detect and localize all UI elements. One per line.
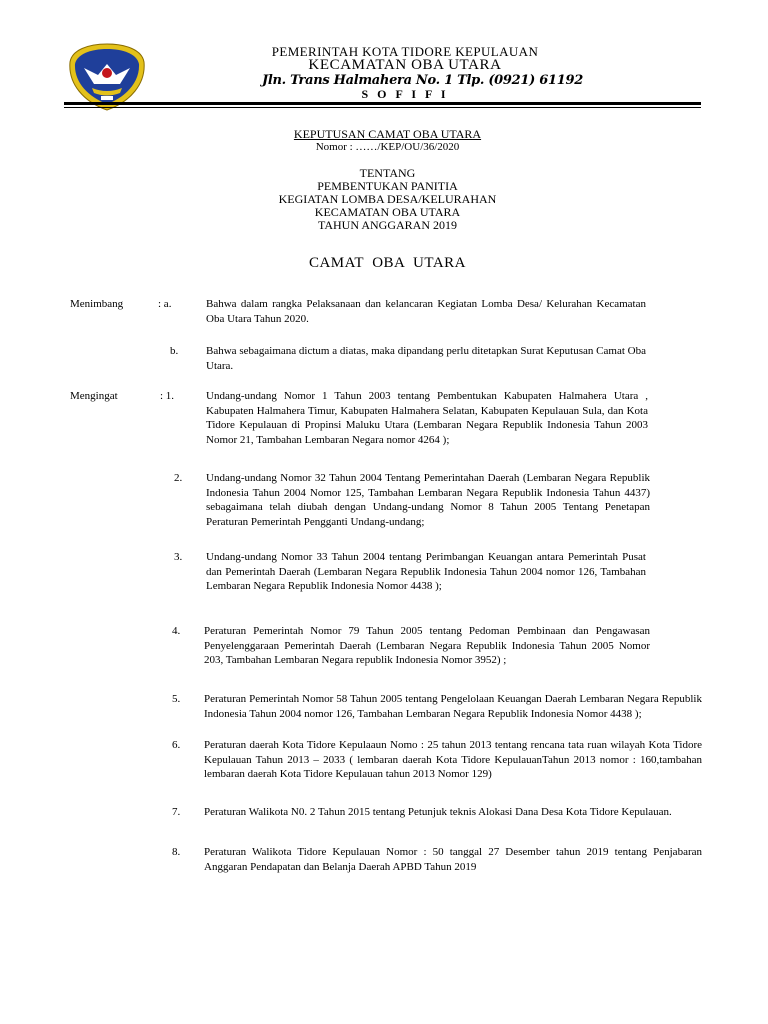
- office-address: Jln. Trans Halmahera No. 1 Tlp. (0921) 61192: [262, 73, 583, 88]
- mengingat-label: Mengingat: [70, 390, 118, 402]
- mengingat-item-1: Undang-undang Nomor 1 Tahun 2003 tentang Pembentukan Kabupaten Halmahera Utara , Kabupaten Halmahera Timur, Kabupaten Halmahera Selatan, Kabupaten Kepulauan Sula, dan Kota Tidore Kepulauan di Propinsi Maluku Utara (Lembaran Negara Republik Indonesia Tahun 2003 Nomor 21, Tambahan Lembaran Negara nomor 4264 );: [206, 390, 648, 446]
- mengingat-item-3: Undang-undang Nomor 33 Tahun 2004 tentang Perimbangan Keuangan antara Pemerintah Pusat dan Pemerintah Daerah (Lembaran Negara Republik Indonesia Tahun 2004 nomor 126, Tambahan Lembaran Negara Republik Indonesia Nomor 4438 );: [206, 551, 646, 592]
- decree-about-5: TAHUN ANGGARAN 2019: [317, 218, 458, 232]
- decree-title: KEPUTUSAN CAMAT OBA UTARA: [293, 127, 482, 141]
- mengingat-item-6: Peraturan daerah Kota Tidore Kepulaaun Nomo : 25 tahun 2013 tentang rencana tata ruan wilayah Kota Tidore Kepulauan Tahun 2013 – 2033 ( lembaran daerah Kota Tidore KepulauanTahun 2013 nomor : 160,tambahan lembaran daerah Kota Tidore Kepulauan tahun 2013 Nomor 129): [204, 739, 702, 780]
- mengingat-marker-6: 6.: [172, 739, 181, 751]
- letterhead-divider-thin: [64, 107, 701, 108]
- mengingat-item-2: Undang-undang Nomor 32 Tahun 2004 Tentang Pemerintahan Daerah (Lembaran Negara Republik Indonesia Tahun 2004 Nomor 125, Tambahan Lembaran Negara Republik Indonesia Tahun 4437) sebagaimana telah diubah dengan Undang-undang Nomor 8 Tahun 2005 Tentang Penetapan Peraturan Pemerintah Pengganti Undang-undang;: [206, 472, 650, 528]
- mengingat-marker-1: : 1.: [160, 390, 175, 402]
- menimbang-marker-a: : a.: [158, 298, 172, 310]
- mengingat-item-5: Peraturan Pemerintah Nomor 58 Tahun 2005 tentang Pengelolaan Keuangan Daerah Lembaran Negara Republik Indonesia Tahun 2004 nomor 126, Tambahan Lembaran Negara Republik Indonesia Nomor 4438 );: [204, 693, 702, 720]
- decree-about-2: PEMBENTUKAN PANITIA: [317, 179, 458, 193]
- decree-number: Nomor : ……/KEP/OU/36/2020: [315, 141, 460, 153]
- decree-about-1: TENTANG: [359, 166, 416, 180]
- mengingat-item-7: Peraturan Walikota N0. 2 Tahun 2015 tentang Petunjuk teknis Alokasi Dana Desa Kota Tidore Kepulauan.: [204, 806, 672, 818]
- mengingat-marker-7: 7.: [172, 806, 181, 818]
- mengingat-marker-5: 5.: [172, 693, 181, 705]
- menimbang-label: Menimbang: [70, 298, 124, 310]
- menimbang-item-b: Bahwa sebagaimana dictum a diatas, maka dipandang perlu ditetapkan Surat Keputusan Camat Oba Utara.: [206, 345, 646, 372]
- mengingat-marker-4: 4.: [172, 625, 181, 637]
- mengingat-marker-3: 3.: [174, 551, 183, 563]
- office-city: S O F I F I: [361, 87, 449, 101]
- district-name: KECAMATAN OBA UTARA: [308, 57, 502, 73]
- menimbang-marker-b: b.: [170, 345, 179, 357]
- mengingat-marker-8: 8.: [172, 846, 181, 858]
- issuer-heading: CAMAT OBA UTARA: [308, 255, 467, 271]
- mengingat-item-8: Peraturan Walikota Tidore Kepulauan Nomor : 50 tanggal 27 Desember tahun 2019 tentang Penjabaran Anggaran Pendapatan dan Belanja Daerah APBD Tahun 2019: [204, 846, 702, 873]
- government-name: PEMERINTAH KOTA TIDORE KEPULAUAN: [271, 44, 539, 59]
- mengingat-marker-2: 2.: [174, 472, 183, 484]
- decree-about-3: KEGIATAN LOMBA DESA/KELURAHAN: [278, 192, 497, 206]
- menimbang-item-a: Bahwa dalam rangka Pelaksanaan dan kelancaran Kegiatan Lomba Desa/ Kelurahan Kecamatan Oba Utara Tahun 2020.: [206, 298, 646, 325]
- mengingat-item-4: Peraturan Pemerintah Nomor 79 Tahun 2005 tentang Pedoman Pembinaan dan Pengawasan Penyelenggaraan Pemerintah Daerah (Lembaran Negara Republik Indonesia Tahun 2005 Nomor 203, Tambahan Lembaran Negara republik Indonesia Nomor 3952) ;: [204, 625, 650, 666]
- decree-about-4: KECAMATAN OBA UTARA: [314, 205, 461, 219]
- letterhead-divider-thick: [64, 102, 701, 105]
